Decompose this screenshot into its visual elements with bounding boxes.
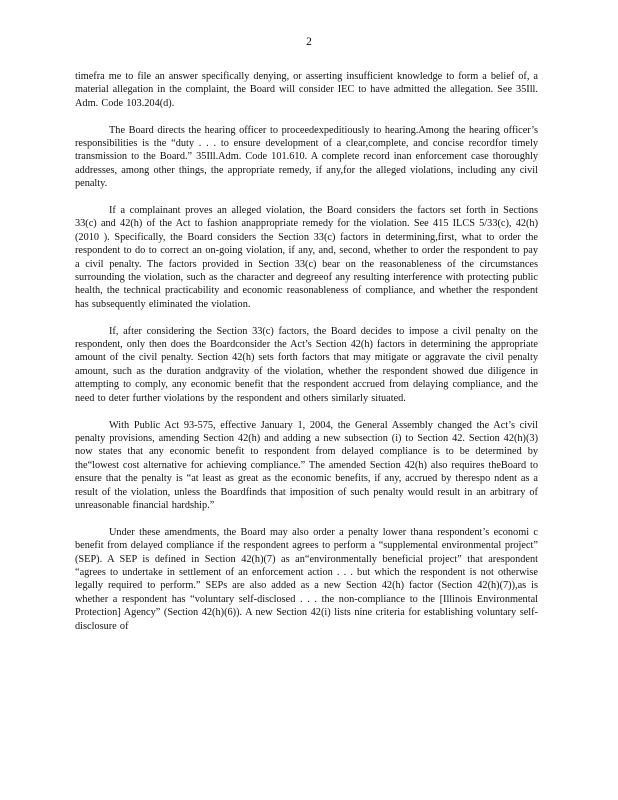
paragraph-section-42h: If, after considering the Section 33(c) factors, the Board decides to impose a civil penalty on the respondent, only then does the Boardconsider the Act’s Section 42(h) factors in determining the appropriate amount of the civil penalty. Section 42(h) sets forth factors that may mitigate or aggravate the civil penalty amount, such as the duration andgravity of the violation, whether the respondent showed due diligence in attempting to comply, any economic benefit that the respondent accrued from delaying compliance, and the need to deter further violations by the respondent and others similarly situated.	[75, 325, 538, 404]
page-number: 2	[306, 36, 312, 48]
paragraph-section-33c: If a complainant proves an alleged violation, the Board considers the factors set forth in Sections 33(c) and 42(h) of the Act to fashion anappropriate remedy for the violation. See 415 ILCS 5/33(c), 42(h) (2010 ). Specifically, the Board considers the Section 33(c) factors in determining,first, what to order the respondent to do to correct an on-going violation, if any, and, second, whether to order the respondent to pay a civil penalty. The factors provided in Section 33(c) bear on the reasonableness of the circumstances surrounding the violation, such as the character and degreeof any resulting interference with protecting public health, the technical practicability and economic reasonableness of compliance, and whether the respondent has subsequently eliminated the violation.	[75, 205, 538, 310]
document-body	[75, 70, 538, 646]
paragraph-sep: Under these amendments, the Board may also order a penalty lower thana respondent’s economi c benefit from delayed compliance if the respondent agrees to perform a “supplemental environmental project” (SEP). A SEP is defined in Section 42(h)(7) as an“environmentally beneficial project” that arespondent “agrees to undertake in settlement of an enforcement action . . . but which the respondent is not otherwise legally required to perform.” SEPs are also added as a new Section 42(h) factor (Section 42(h)(7)),as is whether a respondent has “voluntary self-disclosed . . . the non-compliance to the [Illinois Environmental Protection] Agency” (Section 42(h)(6)). A new Section 42(i) lists nine criteria for establishing voluntary self-disclosure of	[75, 526, 538, 632]
paragraph-hearing-officer: The Board directs the hearing officer to proceedexpeditiously to hearing.Among the hearing officer’s responsibilities is the “duty . . . to ensure development of a clear,complete, and concise recordfor timely transmission to the Board.” 35Ill.Adm. Code 101.610. A complete record inan enforcement case thoroughly addresses, among other things, the appropriate remedy, if any,for the alleged violations, including any civil penalty.	[75, 124, 538, 190]
paragraph-continuation: timefra me to file an answer specifically denying, or asserting insufficient knowledge to form a belief of, a material allegation in the complaint, the Board will consider IEC to have admitted the allegation. See 35Ill. Adm. Code 103.204(d).	[75, 71, 538, 109]
paragraph-public-act: With Public Act 93-575, effective January 1, 2004, the General Assembly changed the Act’s civil penalty provisions, amending Section 42(h) and adding a new subsection (i) to Section 42. Section 42(h)(3) now states that any economic benefit to respondent from delayed compliance is to be determined by the“lowest cost alternative for achieving compliance.” The amended Section 42(h) also requires theBoard to ensure that the penalty is “at least as great as the economic benefits, if any, accrued by therespo ndent as a result of the violation, unless the Boardfinds that imposition of such penalty would result in an arbitrary of unreasonable financial hardship.”	[75, 419, 538, 511]
